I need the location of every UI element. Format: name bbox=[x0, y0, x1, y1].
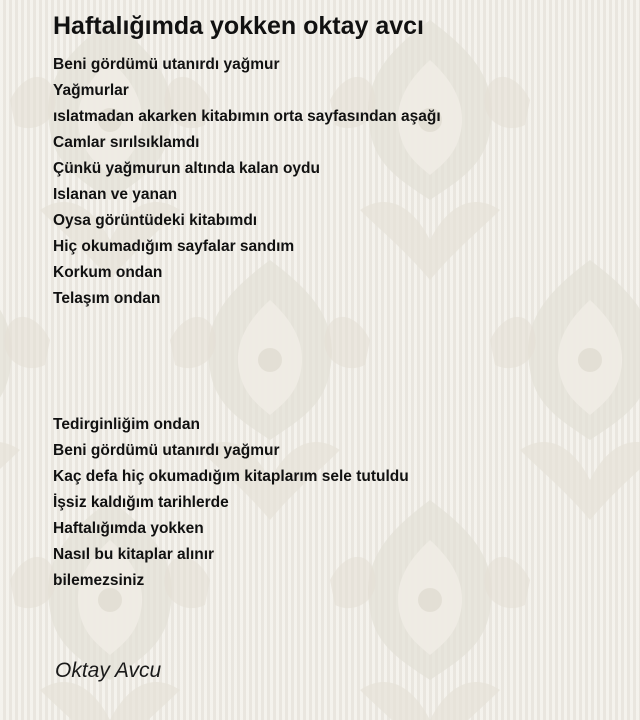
poem-line: Oysa görüntüdeki kitabımdı bbox=[53, 212, 258, 229]
poem-line: İşsiz kaldığım tarihlerde bbox=[53, 494, 229, 511]
poem-line: Nasıl bu kitaplar alınır bbox=[53, 546, 215, 563]
poem-line: Haftalığımda yokken bbox=[53, 520, 204, 537]
poem-line: Camlar sırılsıklamdı bbox=[53, 134, 200, 151]
poem-line: Beni gördümü utanırdı yağmur bbox=[53, 442, 280, 459]
poem-line: Beni gördümü utanırdı yağmur bbox=[53, 56, 280, 73]
stanza-2 bbox=[53, 412, 409, 594]
poem-author: Oktay Avcu bbox=[55, 659, 162, 682]
poem-line: Korkum ondan bbox=[53, 264, 163, 281]
poem-line: bilemezsiniz bbox=[53, 572, 145, 589]
poem-line: Kaç defa hiç okumadığım kitaplarım sele tutuldu bbox=[53, 468, 409, 485]
poem-line: Telaşım ondan bbox=[53, 290, 161, 307]
poem-title: Haftalığımda yokken oktay avcı bbox=[53, 12, 424, 40]
poem-line: Tedirginliğim ondan bbox=[53, 416, 200, 433]
stanza-1 bbox=[53, 52, 441, 312]
poem-line: Yağmurlar bbox=[53, 82, 129, 99]
poem-line: Çünkü yağmurun altında kalan oydu bbox=[53, 160, 320, 177]
poem-line: ıslatmadan akarken kitabımın orta sayfasından aşağı bbox=[53, 108, 441, 125]
poem-line: Hiç okumadığım sayfalar sandım bbox=[53, 238, 295, 255]
poem-line: Islanan ve yanan bbox=[53, 186, 178, 203]
